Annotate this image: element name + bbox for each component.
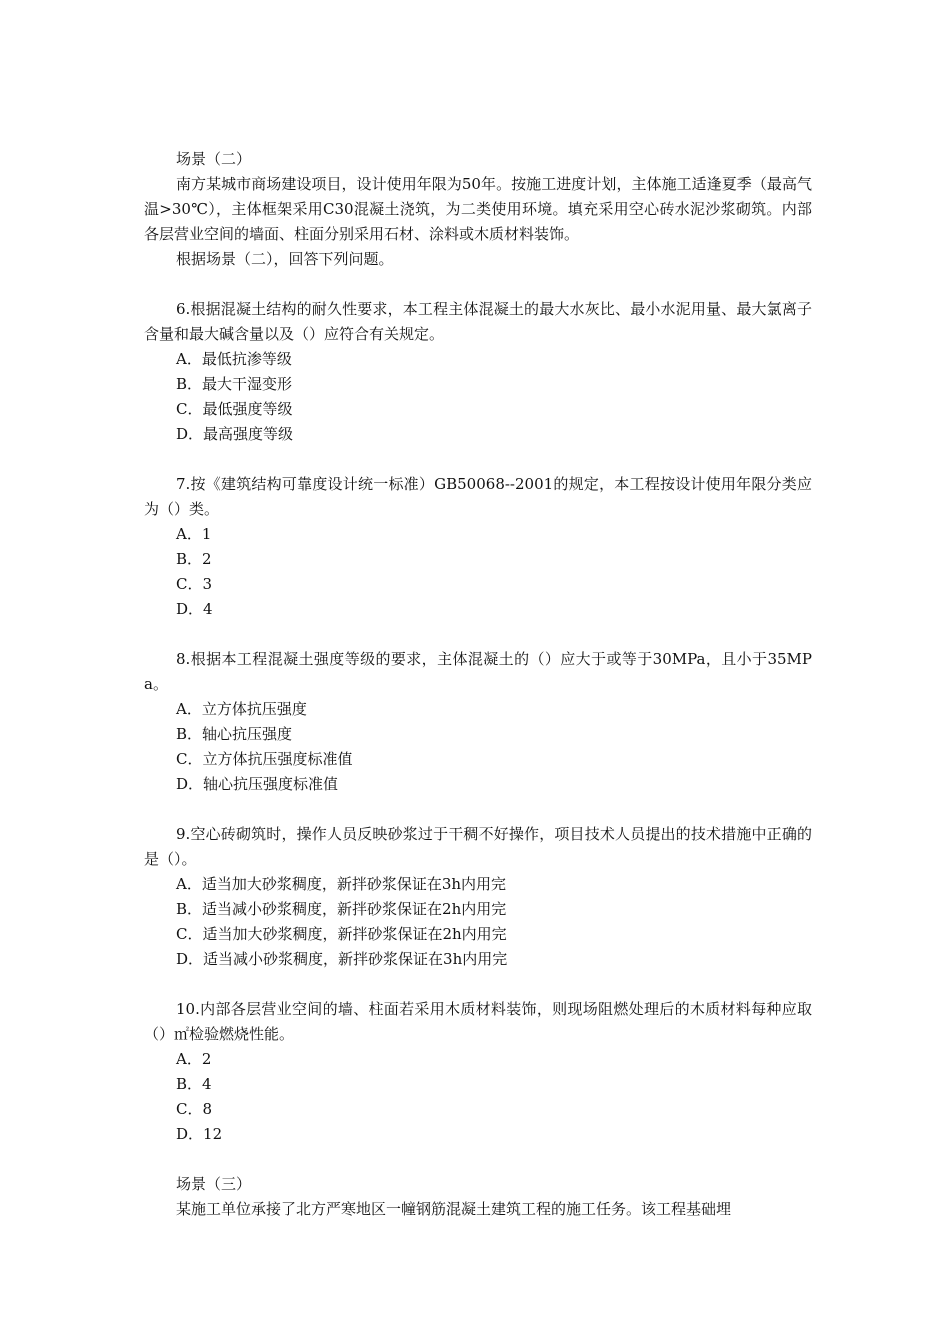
scenario-2-body: 南方某城市商场建设项目，设计使用年限为50年。按施工进度计划，主体施工适逢夏季（最高气温>30℃），主体框架采用C30混凝土浇筑，为二类使用环境。填充采用空心砖水泥沙浆砌筑。内部各层营业空间的墙面、柱面分别采用石材、涂料或木质材料装饰。 bbox=[144, 175, 812, 243]
question-10 bbox=[144, 997, 812, 1147]
option-b: B．轴心抗压强度 bbox=[176, 725, 293, 743]
option-d: D．4 bbox=[176, 600, 213, 618]
spacer bbox=[144, 972, 812, 997]
option-d: D．最高强度等级 bbox=[176, 425, 294, 443]
option-b: B．最大干湿变形 bbox=[176, 375, 293, 393]
option-b: B．2 bbox=[176, 550, 212, 568]
option-a: A．2 bbox=[176, 1050, 212, 1068]
scenario-2-prompt: 根据场景（二），回答下列问题。 bbox=[176, 250, 394, 268]
scenario-3-title: 场景（三） bbox=[176, 1175, 252, 1193]
option-a: A．立方体抗压强度 bbox=[176, 700, 307, 718]
question-stem: 10.内部各层营业空间的墙、柱面若采用木质材料装饰，则现场阻燃处理后的木质材料每种应取（）㎡检验燃烧性能。 bbox=[144, 1000, 812, 1043]
question-stem: 8.根据本工程混凝土强度等级的要求，主体混凝土的（）应大于或等于30MPa，且小于35MPa。 bbox=[144, 650, 812, 693]
option-c: C．立方体抗压强度标准值 bbox=[176, 750, 353, 768]
option-b: B．4 bbox=[176, 1075, 212, 1093]
option-a: A．1 bbox=[176, 525, 212, 543]
spacer bbox=[144, 1147, 812, 1172]
question-9 bbox=[144, 822, 812, 972]
spacer bbox=[144, 622, 812, 647]
question-stem: 6.根据混凝土结构的耐久性要求，本工程主体混凝土的最大水灰比、最小水泥用量、最大氯离子含量和最大碱含量以及（）应符合有关规定。 bbox=[144, 300, 812, 343]
option-b: B．适当减小砂浆稠度，新拌砂浆保证在2h内用完 bbox=[176, 900, 507, 918]
question-7 bbox=[144, 472, 812, 622]
question-stem: 7.按《建筑结构可靠度设计统一标准）GB50068--2001的规定，本工程按设计使用年限分类应为（）类。 bbox=[144, 475, 812, 518]
option-d: D．12 bbox=[176, 1125, 223, 1143]
spacer bbox=[144, 797, 812, 822]
scenario-3-body: 某施工单位承接了北方严寒地区一幢钢筋混凝土建筑工程的施工任务。该工程基础埋 bbox=[176, 1200, 732, 1218]
option-c: C．适当加大砂浆稠度，新拌砂浆保证在2h内用完 bbox=[176, 925, 507, 943]
question-stem: 9.空心砖砌筑时，操作人员反映砂浆过于干稠不好操作，项目技术人员提出的技术措施中正确的是（）。 bbox=[144, 825, 812, 868]
question-8 bbox=[144, 647, 812, 797]
spacer bbox=[144, 447, 812, 472]
option-a: A．适当加大砂浆稠度，新拌砂浆保证在3h内用完 bbox=[176, 875, 507, 893]
option-c: C．8 bbox=[176, 1100, 213, 1118]
scenario-2-title: 场景（二） bbox=[176, 150, 252, 168]
option-a: A．最低抗渗等级 bbox=[176, 350, 292, 368]
option-c: C．最低强度等级 bbox=[176, 400, 293, 418]
option-d: D．适当减小砂浆稠度，新拌砂浆保证在3h内用完 bbox=[176, 950, 508, 968]
option-c: C．3 bbox=[176, 575, 213, 593]
spacer bbox=[144, 272, 812, 297]
document-content bbox=[144, 147, 812, 1222]
question-6 bbox=[144, 297, 812, 447]
option-d: D．轴心抗压强度标准值 bbox=[176, 775, 339, 793]
